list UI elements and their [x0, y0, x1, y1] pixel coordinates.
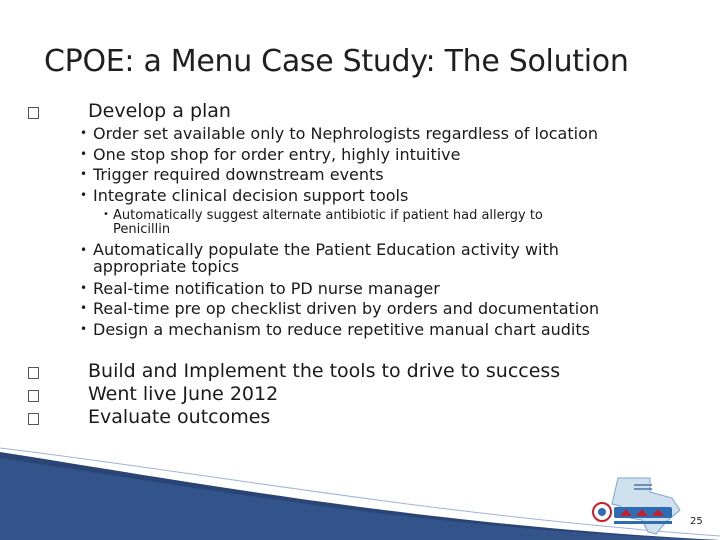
bullet-dot-icon: •	[80, 147, 88, 161]
checkbox-bullet-icon	[28, 367, 39, 379]
sub-bullet-text: One stop shop for order entry, highly intuitive	[93, 145, 461, 164]
bullet-dot-icon: •	[80, 322, 88, 336]
bullet-dot-icon: •	[80, 188, 88, 202]
sub-bullet-line1: Automatically populate the Patient Education activity with	[93, 240, 559, 259]
bullet-dot-icon: •	[80, 243, 88, 257]
sub-sub-bullet-line2: Penicillin	[113, 222, 171, 237]
bullet-text: Evaluate outcomes	[88, 406, 271, 428]
checkbox-bullet-icon	[28, 107, 39, 119]
organization-logo	[590, 476, 690, 538]
sub-bullet-text: Integrate clinical decision support tools	[93, 186, 409, 205]
sub-sub-bullet-antibiotic	[103, 208, 633, 237]
bullet-text: Went live June 2012	[88, 383, 279, 405]
sub-bullet-text: Design a mechanism to reduce repetitive manual chart audits	[93, 320, 590, 339]
sub-sub-bullet-line1: Automatically suggest alternate antibiotic if patient had allergy to	[113, 208, 543, 223]
sub-bullet-text	[93, 241, 559, 275]
sub-bullet-text: Real-time pre op checklist driven by orders and documentation	[93, 299, 600, 318]
checkbox-bullet-icon	[28, 390, 39, 402]
bullet-dot-icon: •	[103, 209, 109, 220]
slide-title: CPOE: a Menu Case Study: The Solution	[44, 44, 629, 79]
sub-bullet-text: Trigger required downstream events	[93, 165, 384, 184]
bullet-text: Build and Implement the tools to drive to success	[88, 360, 561, 382]
bullet-dot-icon: •	[80, 301, 88, 315]
sub-bullet-line2: appropriate topics	[93, 257, 240, 276]
bullet-dot-icon: •	[80, 126, 88, 140]
page-number: 25	[690, 516, 703, 527]
bullet-dot-icon: •	[80, 281, 88, 295]
bullet-text: Develop a plan	[88, 100, 231, 122]
sub-bullet-text: Order set available only to Nephrologists regardless of location	[93, 124, 598, 143]
sub-bullet-text: Real-time notification to PD nurse manager	[93, 279, 440, 298]
bullet-dot-icon: •	[80, 167, 88, 181]
checkbox-bullet-icon	[28, 413, 39, 425]
